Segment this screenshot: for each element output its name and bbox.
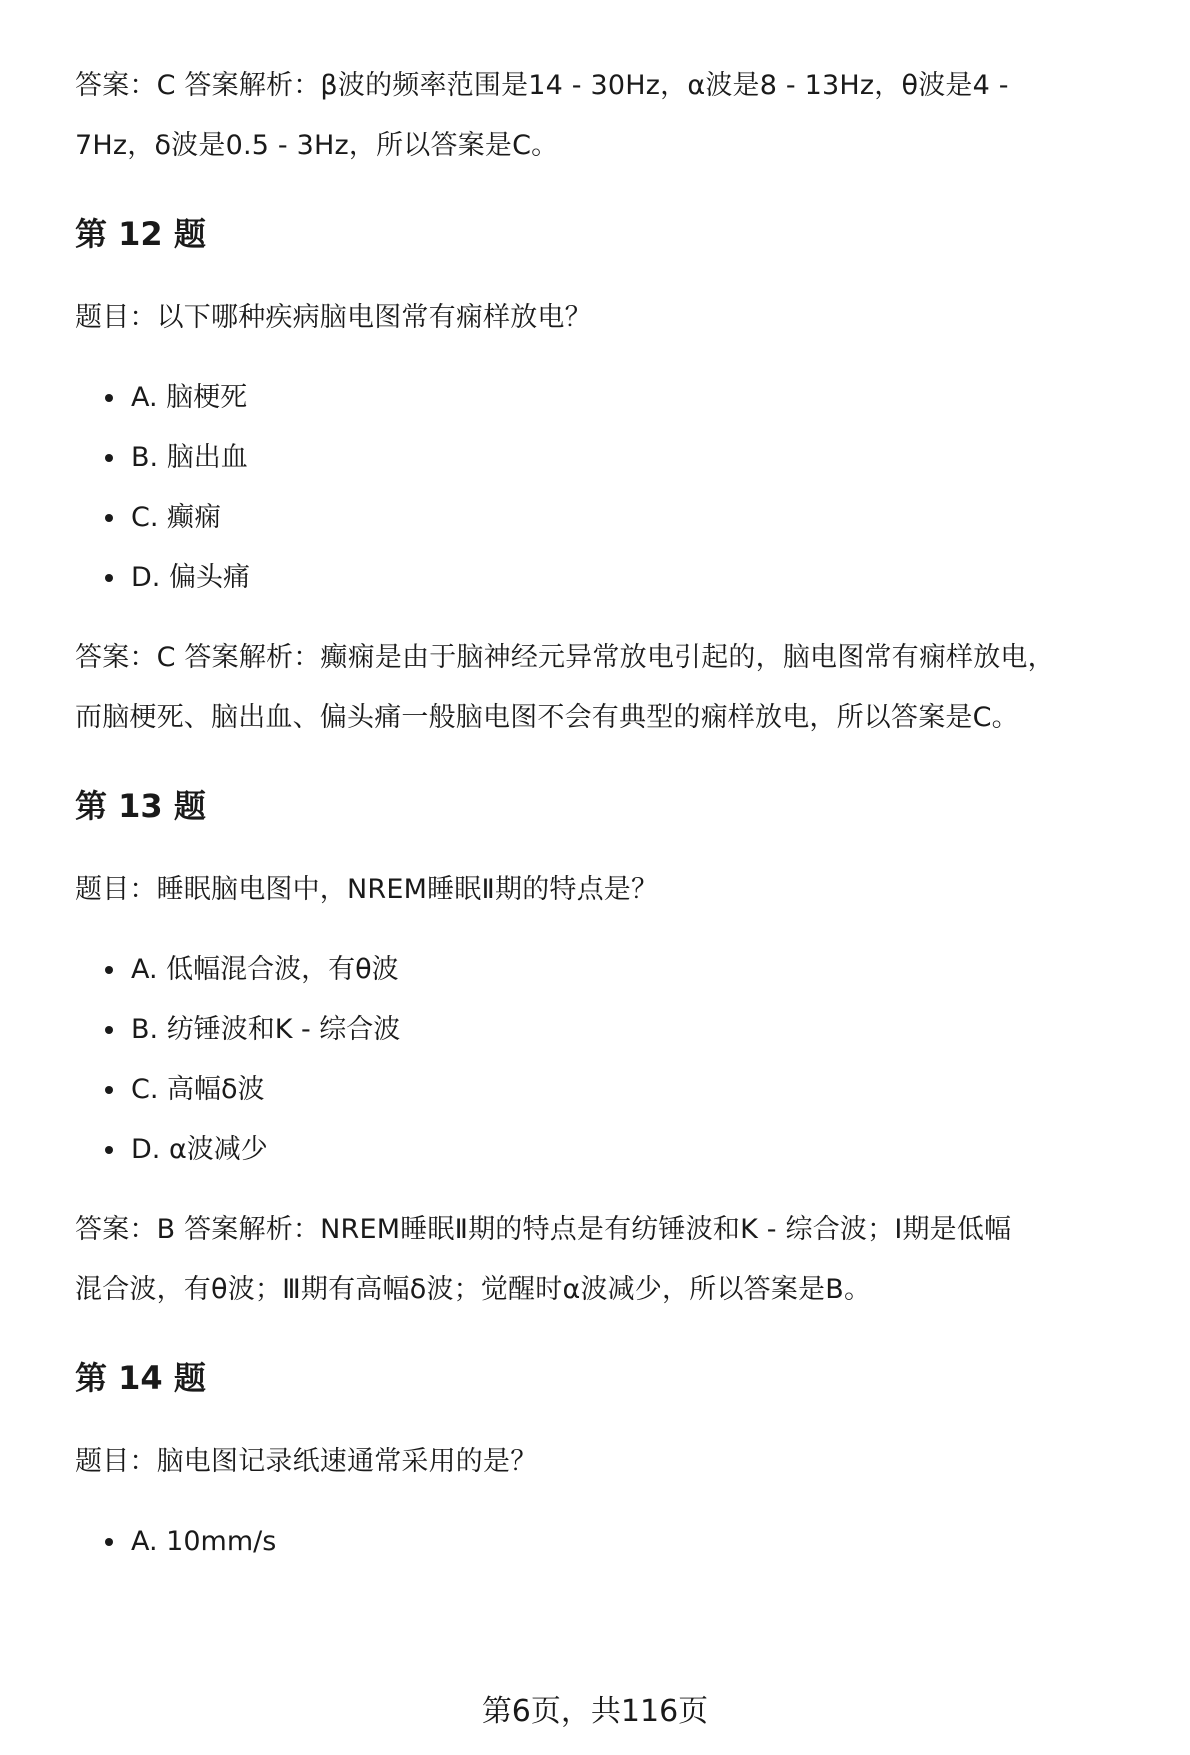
bullet-icon [105,454,113,462]
question-14-options [75,1512,1150,1572]
bullet-icon [105,1538,113,1546]
option-13-d [105,1120,1150,1180]
question-13-heading: 第 13 题 [75,787,206,825]
page-footer: 第6页，共116页 [481,1694,709,1729]
question-13-options [75,940,1150,1180]
option-label: A. 10mm/s [131,1526,277,1557]
option-12-a [105,368,1150,428]
question-13-text: 题目：睡眠脑电图中，NREM睡眠Ⅱ期的特点是？ [75,874,659,905]
question-14-heading: 第 14 题 [75,1359,206,1397]
answer-q13-line-2: 混合波，有θ波；Ⅲ期有高幅δ波；觉醒时α波减少，所以答案是B。 [75,1274,872,1305]
answer-q12-line-2: 而脑梗死、脑出血、偏头痛一般脑电图不会有典型的痫样放电，所以答案是C。 [75,702,1019,733]
bullet-icon [105,1146,113,1154]
option-label: A. 脑梗死 [131,382,248,413]
option-14-a [105,1512,1150,1572]
option-12-d [105,548,1150,608]
question-12-options [75,368,1150,608]
option-12-c [105,488,1150,548]
answer-q12-line-1: 答案：C 答案解析：癫痫是由于脑神经元异常放电引起的，脑电图常有痫样放电， [75,642,1055,673]
option-label: A. 低幅混合波，有θ波 [131,954,399,985]
option-13-a [105,940,1150,1000]
answer-q13-line-1: 答案：B 答案解析：NREM睡眠Ⅱ期的特点是有纺锤波和K - 综合波；Ⅰ期是低幅 [75,1214,1012,1245]
option-label: C. 高幅δ波 [131,1074,265,1105]
option-label: D. α波减少 [131,1134,268,1165]
answer-q11-line-2: 7Hz，δ波是0.5 - 3Hz，所以答案是C。 [75,130,559,161]
option-13-c [105,1060,1150,1120]
bullet-icon [105,1086,113,1094]
question-12-heading: 第 12 题 [75,215,206,253]
option-12-b [105,428,1150,488]
answer-q11-line-1: 答案：C 答案解析：β波的频率范围是14 - 30Hz，α波是8 - 13Hz，θ波是4 - [75,70,1009,101]
question-14-text: 题目：脑电图记录纸速通常采用的是？ [75,1446,538,1477]
bullet-icon [105,394,113,402]
bullet-icon [105,514,113,522]
option-label: B. 脑出血 [131,442,248,473]
option-label: C. 癫痫 [131,502,222,533]
bullet-icon [105,574,113,582]
option-label: B. 纺锤波和K - 综合波 [131,1014,401,1045]
option-13-b [105,1000,1150,1060]
option-label: D. 偏头痛 [131,562,250,593]
bullet-icon [105,1026,113,1034]
bullet-icon [105,966,113,974]
question-12-text: 题目：以下哪种疾病脑电图常有痫样放电？ [75,302,592,333]
